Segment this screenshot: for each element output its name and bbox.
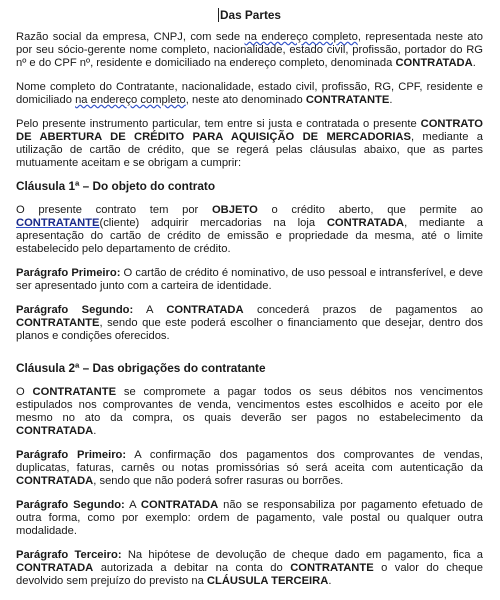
bold-term: CONTRATADA [140, 499, 219, 511]
text-run: , mediante a utilização de cartão de crédito, que se regerá pelas cláusulas abaixo, que as partes mutuamente aceitam e se obrigam a cumprir: [16, 131, 483, 169]
spellcheck-underlined-text: na endereço completo [75, 94, 186, 106]
text-run: A [124, 499, 141, 511]
text-run: . [93, 425, 97, 437]
text-run: . [328, 575, 332, 587]
paragraph-clause-2-second [16, 499, 483, 538]
paragraph-contratada-identification [16, 31, 483, 70]
text-run: A confirmação dos pagamentos dos comprovantes de vendas, duplicatas, faturas, carnês ou notas promissórias só será aceita com autenticação da [16, 449, 484, 474]
text-run: O presente contrato tem por [16, 204, 212, 216]
paragraph-clause-1-first [16, 267, 483, 293]
text-run: Na hipótese de devolução de cheque dado em pagamento, fica a [121, 549, 483, 561]
bold-term: CONTRATANTE [290, 562, 374, 574]
paragraph-label: Parágrafo Segundo: [16, 304, 134, 316]
text-run: Razão social da empresa, CNPJ, com sede [16, 31, 245, 43]
bold-term: CONTRATADA [16, 475, 94, 487]
bold-term: OBJETO [211, 204, 258, 216]
paragraph-label: Parágrafo Terceiro: [16, 549, 122, 561]
paragraph-clause-2-first [16, 449, 483, 488]
text-run: , mediante a apresentação do cartão de crédito de emissão e propriedade da mesma, até o limite estabelecido pelo departamento de crédito. [16, 217, 483, 255]
text-run: , neste ato denominado [185, 94, 306, 106]
text-run: (cliente) adquirir mercadorias na loja [99, 217, 327, 229]
bold-term: CONTRATANTE [32, 386, 117, 398]
paragraph-clause-2-obligations [16, 386, 483, 438]
bold-term: CONTRATADA [395, 57, 473, 69]
bold-term: CONTRATANTE [305, 94, 390, 106]
text-run: se compromete a pagar todos os seus débitos nos vencimentos estipulados nos comprovantes de venda, vencimentos estes escolhidos e aceito por ele mesmo no ato da compra, os quais deverão ser pagos no estabelecimento da [16, 386, 483, 424]
text-run: , representada neste ato por seu sócio-gerente nome completo, nacionalidade, estado civil, profissão, portador do RG nº e do CPF nº, residente e domiciliado na endereço completo, denominada [16, 31, 483, 69]
paragraph-label: Parágrafo Segundo: [16, 499, 125, 511]
hyperlink-text[interactable]: CONTRATANTE [16, 217, 100, 229]
bold-term: CONTRATADA [16, 425, 94, 437]
text-run: A [133, 304, 167, 316]
text-run: . [389, 94, 393, 106]
bold-term: CONTRATANTE [16, 317, 100, 329]
text-run: Pelo presente instrumento particular, tem entre si justa e contratada o presente [16, 118, 421, 130]
text-run: O cartão de crédito é nominativo, de uso pessoal e intransferível, e deve ser apresentado junto com a carteira de identidade. [16, 267, 484, 292]
text-run: concederá prazos de pagamentos ao [243, 304, 483, 316]
text-run: O [16, 386, 33, 398]
clause-2-heading: Cláusula 2ª – Das obrigações do contratante [16, 361, 266, 375]
paragraph-clause-1-object [16, 204, 483, 256]
text-run: Nome completo do Contratante, nacionalidade, estado civil, profissão, RG, CPF, residente e domiciliado [16, 81, 483, 106]
spellcheck-underlined-text: na endereço completo [244, 31, 358, 43]
text-run: . [472, 57, 476, 69]
bold-term: CONTRATO DE ABERTURA DE CRÉDITO PARA AQUISIÇÃO DE MERCADORIAS [16, 118, 483, 143]
text-run: não se responsabiliza por pagamento efetuado de outra forma, como por exemplo: ordem de pagamento, vale postal ou qualquer outra modalidade. [16, 499, 483, 537]
paragraph-label: Parágrafo Primeiro: [16, 449, 127, 461]
text-run: o crédito aberto, que permite ao [257, 204, 483, 216]
paragraph-clause-2-third [16, 549, 483, 588]
text-run: o valor do cheque devolvido sem prejuízo do previsto na [16, 562, 483, 587]
text-run: , sendo que não poderá sofrer rasuras ou borrões. [93, 475, 344, 487]
bold-term: CONTRATADA [326, 217, 405, 229]
title-text: Das Partes [220, 8, 281, 22]
document-title [16, 9, 483, 22]
text-run: , sendo que este poderá escolher o financiamento que desejar, dentro dos planos e condições oferecidos. [16, 317, 483, 342]
bold-term: CONTRATADA [16, 562, 94, 574]
text-run: autorizada a debitar na conta do [93, 562, 291, 574]
bold-term: CLÁUSULA TERCEIRA [206, 575, 329, 587]
paragraph-label: Parágrafo Primeiro: [16, 267, 121, 279]
clause-1-heading: Cláusula 1ª – Do objeto do contrato [16, 179, 216, 193]
paragraph-clause-1-second [16, 304, 483, 343]
bold-term: CONTRATADA [166, 304, 244, 316]
paragraph-preamble [16, 118, 483, 170]
text-cursor [218, 8, 219, 22]
paragraph-contratante-identification [16, 81, 483, 107]
